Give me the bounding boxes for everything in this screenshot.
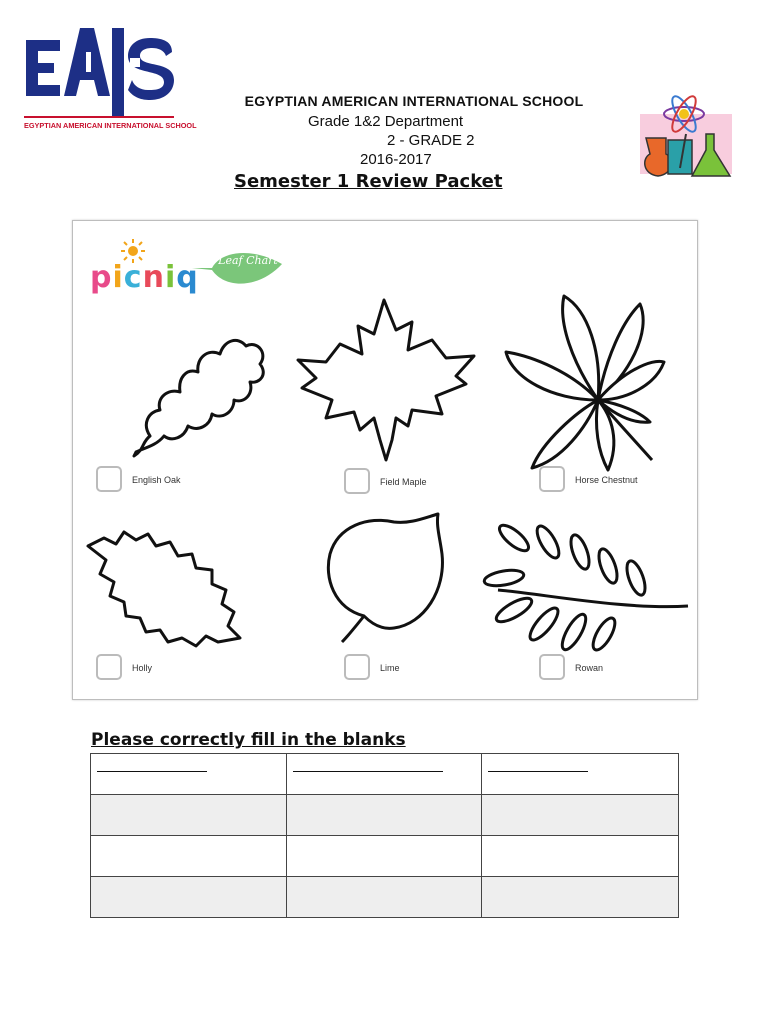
field-maple-label: Field Maple xyxy=(380,477,427,487)
blank-line xyxy=(293,771,443,772)
holly-leaf-icon xyxy=(86,530,242,648)
school-years: 2016-2017 xyxy=(360,151,432,168)
table-row xyxy=(91,754,679,795)
blank-cell[interactable] xyxy=(91,877,287,918)
blank-cell[interactable] xyxy=(286,754,482,795)
blank-cell[interactable] xyxy=(482,795,679,836)
blank-cell[interactable] xyxy=(91,836,287,877)
blank-cell[interactable] xyxy=(286,795,482,836)
blank-cell[interactable] xyxy=(482,754,679,795)
leaf-chart-tag: Leaf Chart xyxy=(218,254,278,267)
school-logo xyxy=(24,24,197,132)
english-oak-label: English Oak xyxy=(132,475,181,485)
chestnut-leaf-icon xyxy=(502,292,664,470)
logo-subtitle: EGYPTIAN AMERICAN INTERNATIONAL SCHOOL xyxy=(24,121,197,130)
english-oak-checkbox[interactable] xyxy=(96,466,122,492)
lime-leaf-icon xyxy=(324,512,446,644)
blank-cell[interactable] xyxy=(91,795,287,836)
blank-line xyxy=(97,771,207,772)
table-row xyxy=(91,877,679,918)
blank-cell[interactable] xyxy=(286,877,482,918)
picniq-logo: picniq xyxy=(90,260,199,295)
blanks-title: Please correctly fill in the blanks xyxy=(91,730,406,750)
maple-leaf-icon xyxy=(296,300,476,464)
packet-title: Semester 1 Review Packet xyxy=(234,171,503,192)
school-name: EGYPTIAN AMERICAN INTERNATIONAL SCHOOL xyxy=(244,93,584,109)
holly-label: Holly xyxy=(132,663,153,673)
rowan-checkbox[interactable] xyxy=(539,654,565,680)
science-lab-icon xyxy=(636,94,736,182)
blanks-table xyxy=(90,753,679,918)
table-row xyxy=(91,795,679,836)
blank-cell[interactable] xyxy=(482,877,679,918)
rowan-label: Rowan xyxy=(575,663,604,673)
blank-cell[interactable] xyxy=(482,836,679,877)
blank-line xyxy=(488,771,588,772)
horse-chestnut-label: Horse Chestnut xyxy=(575,475,638,485)
department: Grade 1&2 Department xyxy=(308,113,464,130)
rowan-leaf-icon xyxy=(484,518,690,652)
oak-leaf-icon xyxy=(128,312,268,460)
lime-checkbox[interactable] xyxy=(344,654,370,680)
grade-label: 2 - GRADE 2 xyxy=(387,132,475,149)
blank-cell[interactable] xyxy=(91,754,287,795)
sun-icon xyxy=(120,238,146,264)
lime-label: Lime xyxy=(380,663,400,673)
table-row xyxy=(91,836,679,877)
blank-cell[interactable] xyxy=(286,836,482,877)
field-maple-checkbox[interactable] xyxy=(344,468,370,494)
leaf-chart-tag-icon xyxy=(190,244,286,290)
holly-checkbox[interactable] xyxy=(96,654,122,680)
horse-chestnut-checkbox[interactable] xyxy=(539,466,565,492)
